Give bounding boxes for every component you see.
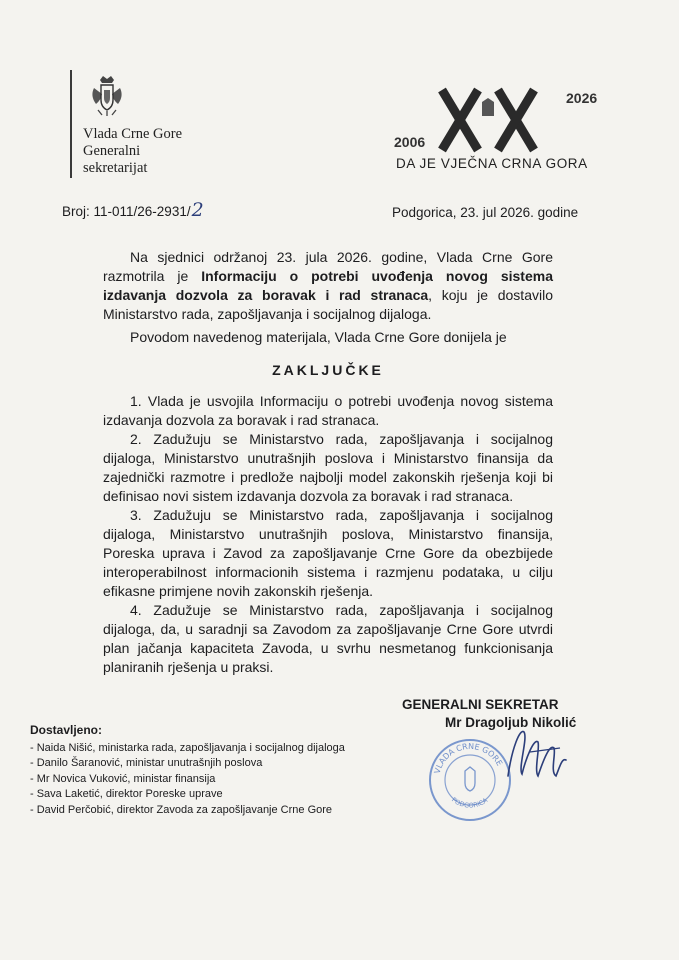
institution-name (83, 126, 182, 177)
recipient-item: - David Perčobić, direktor Zavoda za zapošljavanje Crne Gore (30, 803, 333, 816)
stamp-text: VLADA CRNE GORE (432, 741, 505, 775)
handwritten-suffix: 2 (191, 199, 204, 221)
intro-text-1: Na sjednici održanoj 23. jula 2026. godine, Vlada Crne Gore razmotrila je (103, 249, 553, 284)
place-and-date: Podgorica, 23. jul 2026. godine (392, 205, 579, 220)
intro-paragraph-2: Povodom navedenog materijala, Vlada Crne Gore donijela je (130, 329, 507, 345)
conclusion-item-4: 4. Zadužuje se Ministarstvo rada, zapošljavanja i socijalnog dijaloga, da, u saradnji sa Zavodom za zapošljavanje Crne Gore utvrdi plan jačanja kapaciteta Zavoda, u svrhu nesmetanog funkcionisanja planiranih rješenja u praksi. (103, 602, 553, 675)
gov-line-3: sekretarijat (83, 160, 148, 176)
document-body (103, 248, 553, 677)
signatory-title: GENERALNI SEKRETAR (402, 697, 559, 712)
stamp-city: PODGORICA (450, 795, 490, 810)
intro-text-2: , koju je dostavilo Ministarstvo rada, zapošljavanja i socijalnog dijaloga. (103, 287, 553, 322)
conclusions-heading: ZAKLJUČKE (272, 362, 384, 378)
jubilee-year-start: 2006 (394, 134, 426, 150)
gov-line-2: Generalni (83, 143, 141, 159)
recipient-item: - Danilo Šaranović, ministar unutrašnjih poslova (30, 757, 263, 769)
coat-of-arms-icon (88, 74, 126, 118)
institution-header (70, 70, 240, 180)
jubilee-slogan: DA JE VJEČNA CRNA GORA (396, 156, 588, 171)
intro-bold-title: Informaciju o potrebi uvođenja novog sistema izdavanja dozvola za boravak i rad stranaca (103, 268, 553, 303)
signatory-name: Mr Dragoljub Nikolić (445, 715, 577, 730)
intro-paragraph (103, 248, 553, 324)
gov-line-1: Vlada Crne Gore (83, 126, 183, 142)
conclusion-item-1: 1. Vlada je usvojila Informaciju o potrebi uvođenja novog sistema izdavanja dozvola za boravak i rad stranaca. (103, 393, 553, 428)
reference-number (62, 199, 204, 221)
handwritten-signature-icon (500, 718, 570, 788)
reference-number-text: Broj: 11-011/26-2931/ (62, 204, 191, 219)
recipient-item: - Sava Laketić, direktor Poreske uprave (30, 788, 223, 800)
recipient-item: - Naida Nišić, ministarka rada, zapošljavanja i socijalnog dijaloga (30, 741, 345, 754)
conclusion-item-2: 2. Zadužuju se Ministarstvo rada, zapošljavanja i socijalnog dijaloga, Ministarstvo unutrašnjih poslova i Ministarstvo finansija da zajednički razmotre i predlože najbolji model zakonskih rješenja koji bi definisao novi sistem izdavanja dozvola za boravak i rad stranaca. (103, 431, 553, 504)
recipient-item: - Mr Novica Vuković, ministar finansija (30, 772, 216, 785)
distribution-title: Dostavljeno: (30, 723, 103, 737)
header-divider (70, 70, 72, 178)
jubilee-year-end: 2026 (566, 90, 598, 106)
svg-text:PODGORICA (450, 796, 489, 810)
distribution-list (30, 723, 345, 818)
anniversary-logo (390, 82, 610, 182)
conclusion-item-3: 3. Zadužuju se Ministarstvo rada, zapošljavanja i socijalnog dijaloga, Ministarstvo unutrašnjih poslova, Ministarstvo finansija, Poreska uprava i Zavod za zapošljavanje Crne Gore da obezbijede interoperabilnost informacionih sistema i razmjenu podataka, u cilju efikasne primjene novih zakonskih rješenja. (103, 507, 553, 599)
